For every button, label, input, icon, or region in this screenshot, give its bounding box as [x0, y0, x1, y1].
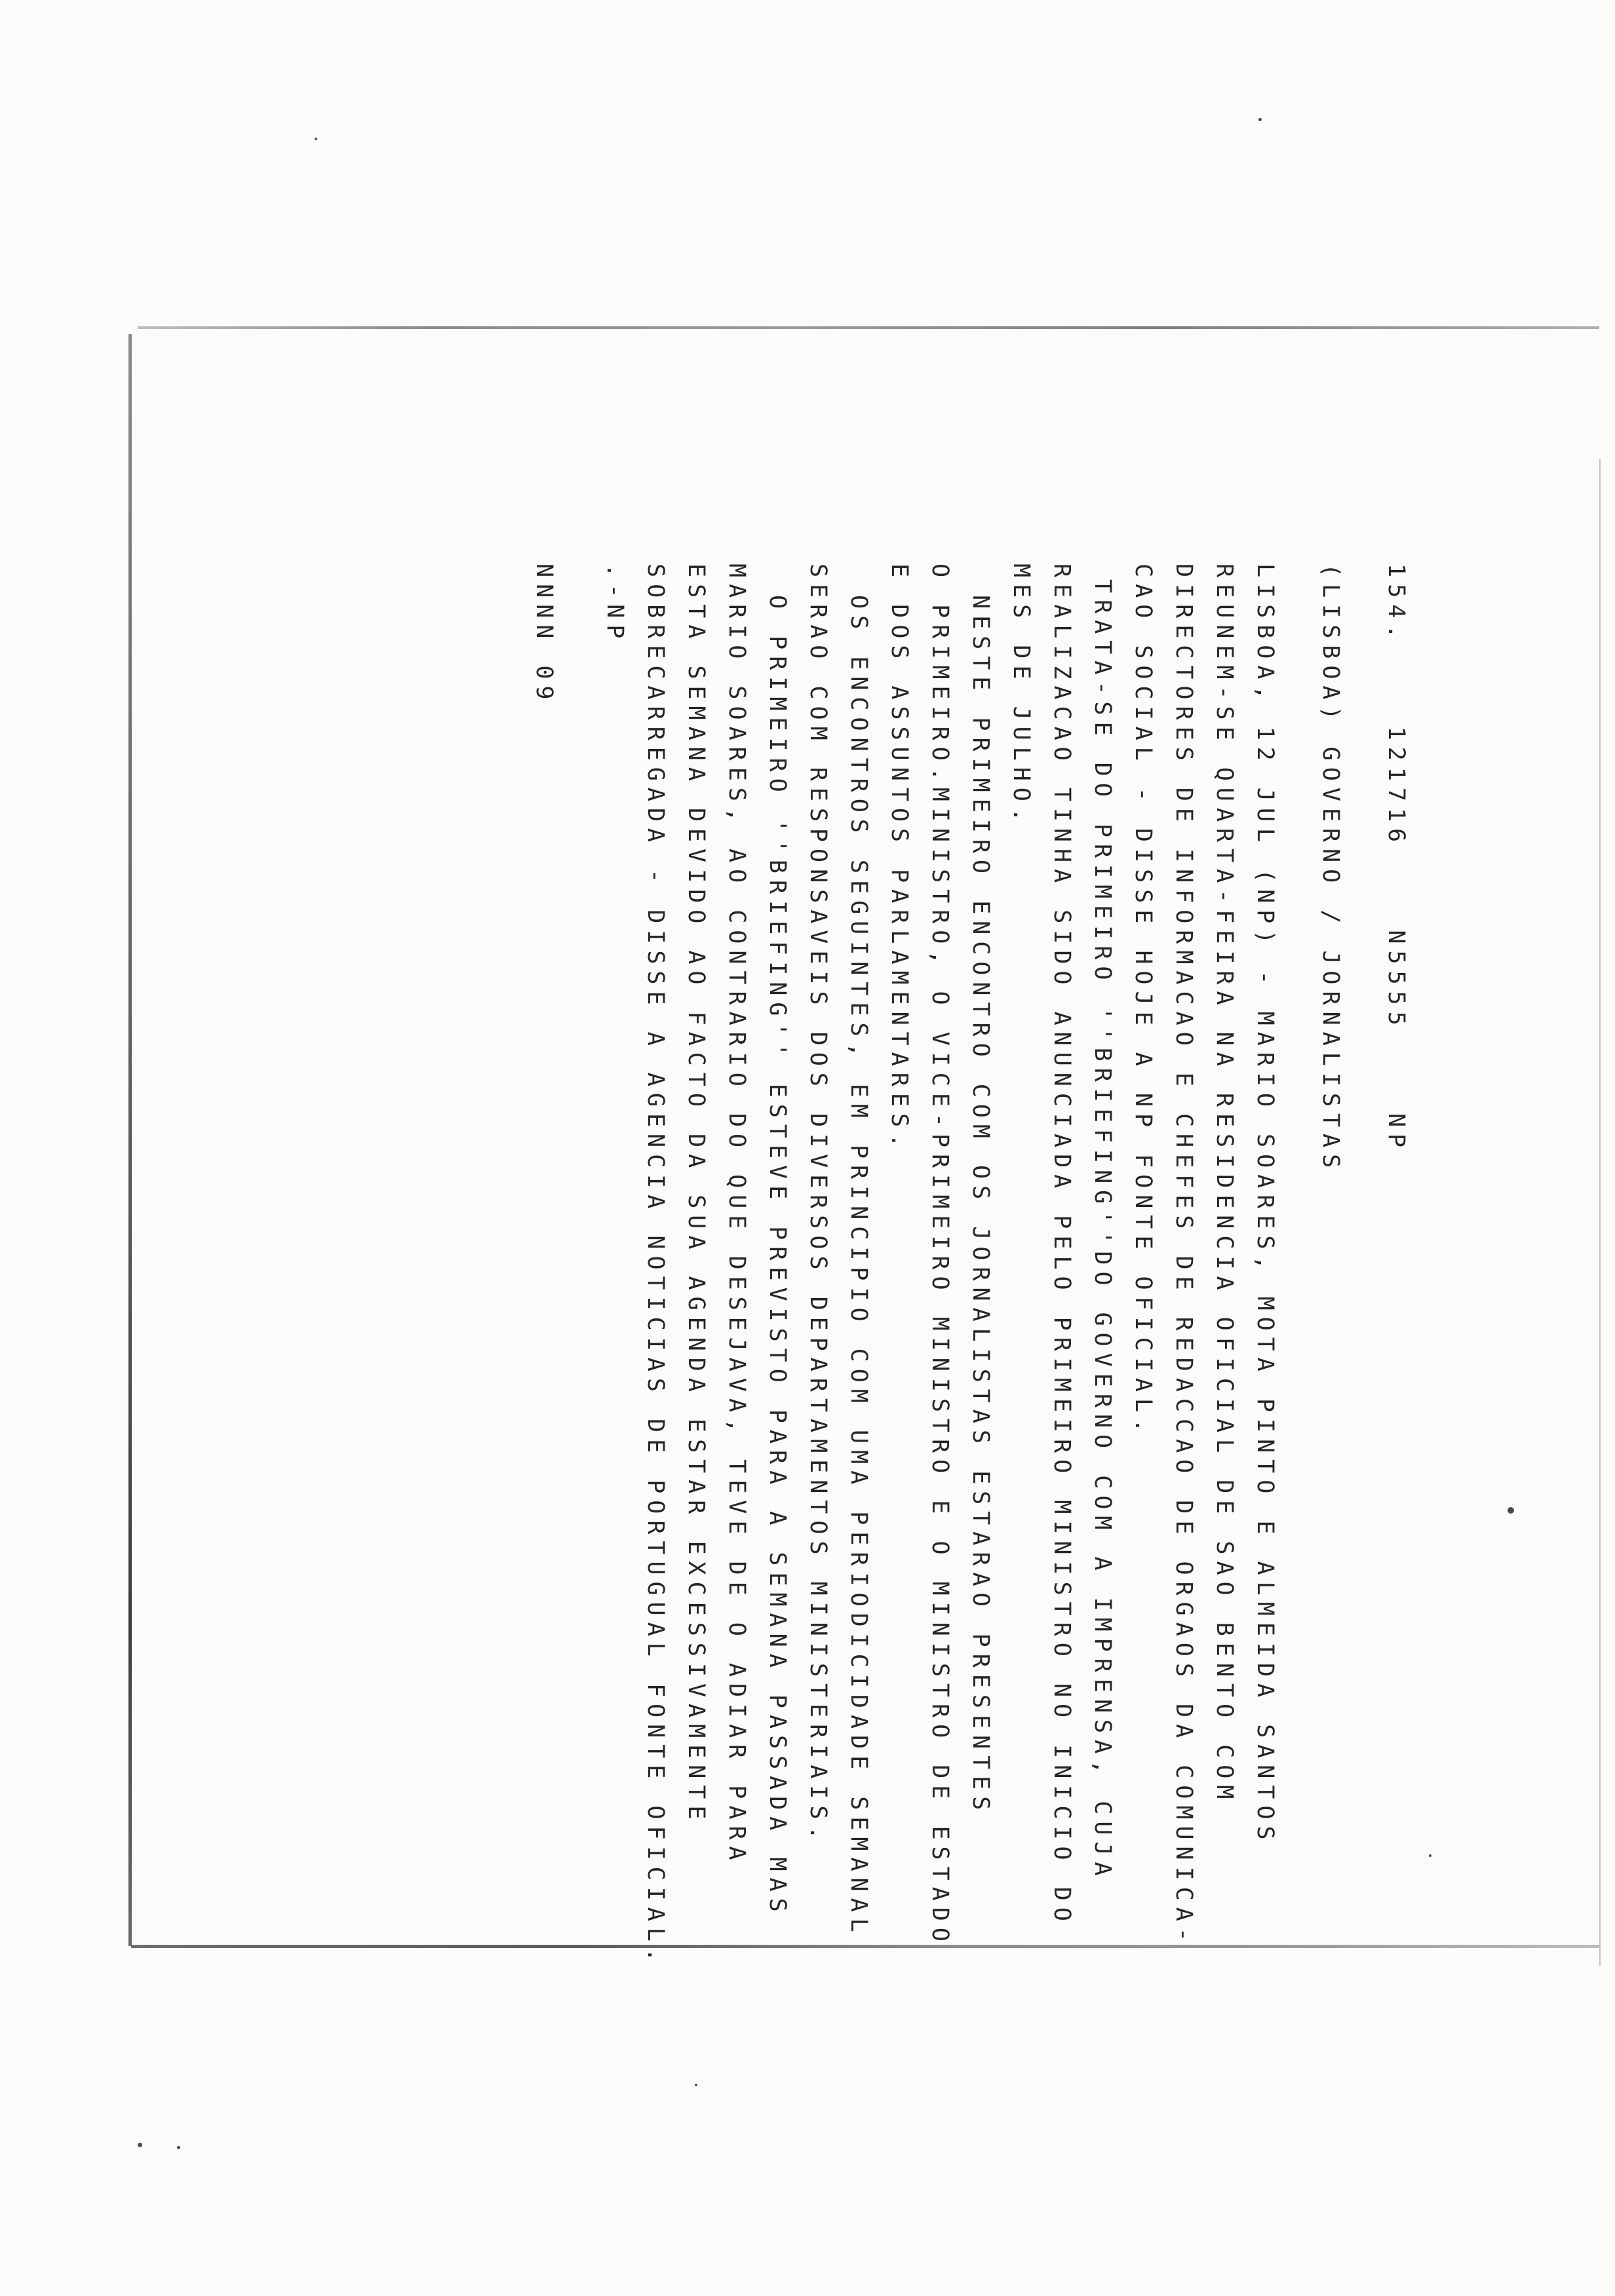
header-agency: NP [1383, 1113, 1409, 1155]
text-line: E DOS ASSUNTOS PARLAMENTARES. [886, 564, 912, 1155]
text-line: O PRIMEIRO ''BRIEFING'' ESTEVE PREVISTO PARA A SEMANA PASSADA MAS [764, 595, 790, 1919]
text-line: ESTA SEMANA DEVIDO AO FACTO DA SUA AGENDA ESTAR EXCESSIVAMENTE [683, 564, 709, 1826]
telex-header [1383, 564, 1409, 1154]
text-line: SOBRECARREGADA - DISSE A AGENCIA NOTICIAS DE PORTUGUAL FONTE OFICIAL. [642, 564, 669, 1968]
telex-footer: NNNN 09 [531, 564, 557, 706]
text-line: DIRECTORES DE INFORMACAO E CHEFES DE REDACCAO DE ORGAOS DA COMUNICA- [1171, 564, 1197, 1948]
text-line: TRATA-SE DO PRIMEIRO ''BRIEFING''DO GOVERNO COM A IMPRENSA, CUJA [1089, 579, 1116, 1883]
header-number: 154. [1383, 564, 1409, 645]
scan-speck [1258, 118, 1262, 121]
sheet-left-edge [128, 334, 132, 1946]
text-line: OS ENCONTROS SEGUINTES, EM PRINCIPIO COM UMA PERIODICIDADE SEMANAL [846, 595, 872, 1939]
scan-speck [1429, 1854, 1431, 1857]
text-line: O PRIMEIRO.MINISTRO, O VICE-PRIMEIRO MINISTRO E O MINISTRO DE ESTADO [927, 564, 953, 1948]
text-line: MES DE JULHO. [1008, 564, 1034, 828]
header-id: N5555 [1383, 930, 1409, 1032]
text-line: REUNEM-SE QUARTA-FEIRA NA RESIDENCIA OFICIAL DE SAO BENTO COM [1211, 564, 1237, 1806]
scan-speck [315, 138, 317, 140]
text-line: CAO SOCIAL - DISSE HOJE A NP FONTE OFICIAL. [1130, 564, 1156, 1440]
scan-speck [177, 2146, 180, 2149]
text-line: REALIZACAO TINHA SIDO ANUNCIADA PELO PRIMEIRO MINISTRO NO INICIO DO [1049, 564, 1075, 1928]
telex-slug: (LISBOA) GOVERNO / JORNALISTAS [1317, 564, 1344, 1175]
header-code: 121716 [1383, 726, 1409, 849]
text-line: LISBOA, 12 JUL (NP) - MARIO SOARES, MOTA PINTO E ALMEIDA SANTOS [1252, 564, 1278, 1846]
text-line: .-NP [602, 564, 628, 645]
text-line: SERAO COM RESPONSAVEIS DOS DIVERSOS DEPARTAMENTOS MINISTERIAIS. [805, 564, 831, 1846]
text-line: MARIO SOARES, AO CONTRARIO DO QUE DESEJAVA, TEVE DE O ADIAR PARA [724, 564, 750, 1867]
scan-speck [138, 2143, 142, 2147]
telex-body [505, 564, 1409, 2234]
scan-speck [1508, 1507, 1514, 1514]
sheet-top-edge [138, 326, 1599, 329]
sheet-right-edge [1599, 459, 1601, 1966]
text-line: NESTE PRIMEIRO ENCONTRO COM OS JORNALISTAS ESTARAO PRESENTES [967, 595, 994, 1817]
